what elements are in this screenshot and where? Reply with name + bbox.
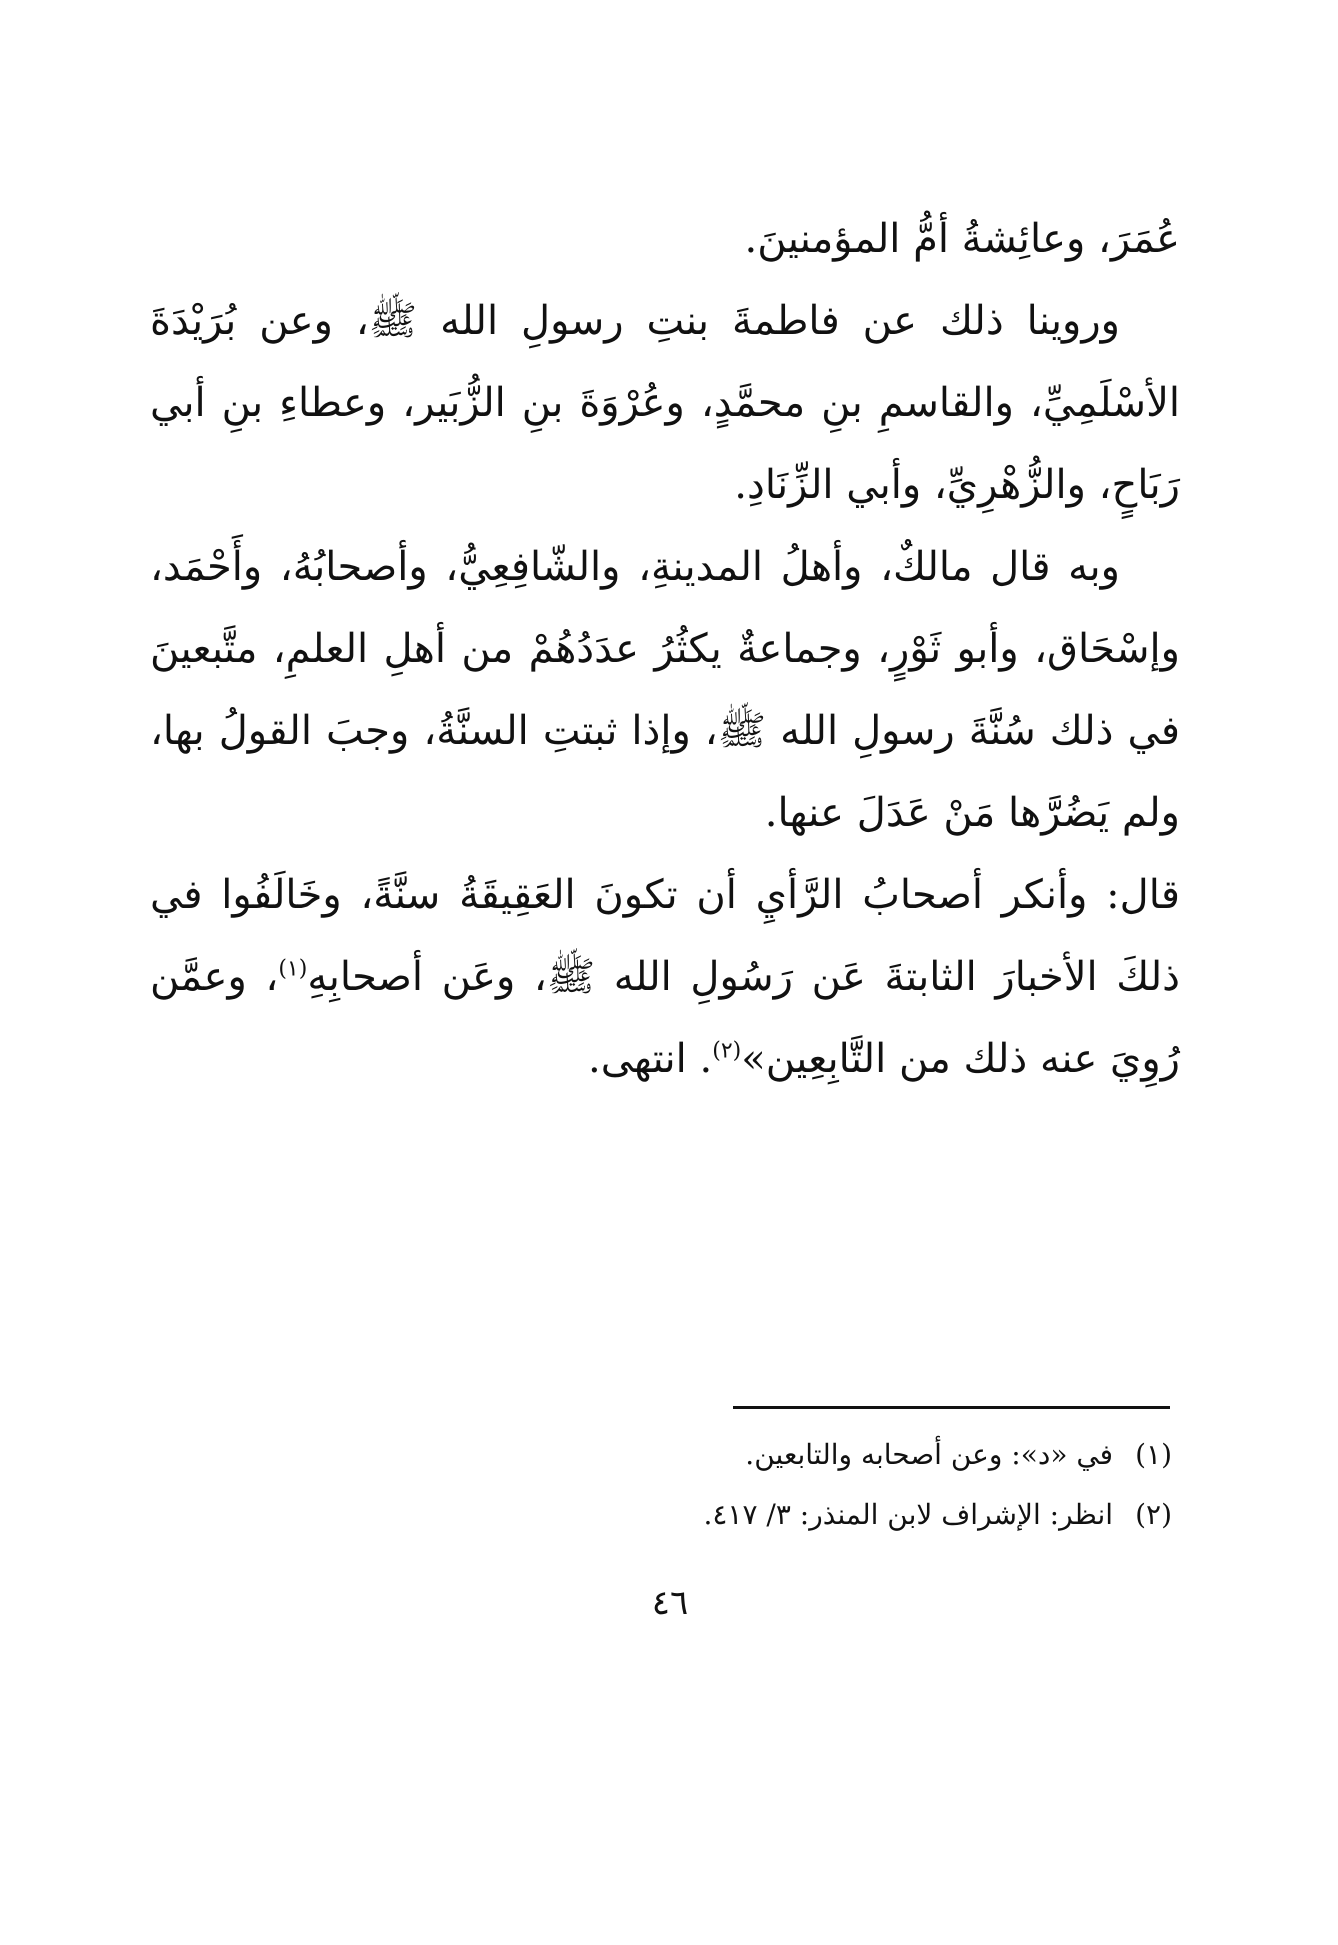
paragraph-4 bbox=[150, 854, 1180, 1100]
paragraph-4-ending: . انتهى. bbox=[587, 1036, 713, 1082]
paragraph-4-start: قال: وأنكر أصحابُ الرَّأيِ أن تكونَ العَقِيقَةُ سنَّةً، وخَالَفُوا في ذلكَ الأخبارَ الثابتةَ عَن رَسُولِ الله ﷺ، وعَن أصحابِهِ bbox=[150, 872, 1180, 1000]
paragraph-4-continuation: ، وعمَّن رُوِيَ عنه ذلك من التَّابِعِين» bbox=[150, 954, 1180, 1082]
paragraph-3: وبه قال مالكٌ، وأهلُ المدينةِ، والشّافِعِيُّ، وأصحابُهُ، وأَحْمَد، وإسْحَاق، وأبو ثَوْرٍ، وجماعةٌ يكثُرُ عدَدُهُمْ من أهلِ العلمِ، متَّبعينَ في ذلك سُنَّةَ رسولِ الله ﷺ، وإذا ثبتتِ السنَّةُ، وجبَ القولُ بها، ولم يَضُرَّها مَنْ عَدَلَ عنها. bbox=[150, 544, 1180, 836]
footnote-marker-2: (٢) bbox=[712, 1038, 742, 1064]
footnote-2 bbox=[560, 1485, 1172, 1545]
footnote-number: (١) bbox=[1135, 1438, 1172, 1471]
footnote-number: (٢) bbox=[1135, 1498, 1172, 1531]
page-number: ٤٦ bbox=[651, 1583, 689, 1623]
main-text bbox=[150, 198, 1180, 1100]
footnote-1 bbox=[560, 1425, 1172, 1485]
footnote-text: انظر: الإشراف لابن المنذر: ٣/ ٤١٧. bbox=[703, 1498, 1114, 1531]
footnotes bbox=[560, 1425, 1172, 1545]
footnote-divider bbox=[733, 1406, 1170, 1409]
paragraph-1: عُمَرَ، وعائِشةُ أمُّ المؤمنينَ. bbox=[744, 216, 1180, 262]
footnote-marker-1: (١) bbox=[278, 956, 308, 982]
footnote-text: في «د»: وعن أصحابه والتابعين. bbox=[745, 1438, 1114, 1471]
paragraph-2: وروينا ذلك عن فاطمةَ بنتِ رسولِ الله ﷺ، وعن بُرَيْدَةَ الأسْلَمِيِّ، والقاسمِ بنِ محمَّدٍ، وعُرْوَةَ بنِ الزُّبَير، وعطاءِ بنِ أبي رَبَاحٍ، والزُّهْرِيِّ، وأبي الزِّنَادِ. bbox=[150, 298, 1180, 508]
